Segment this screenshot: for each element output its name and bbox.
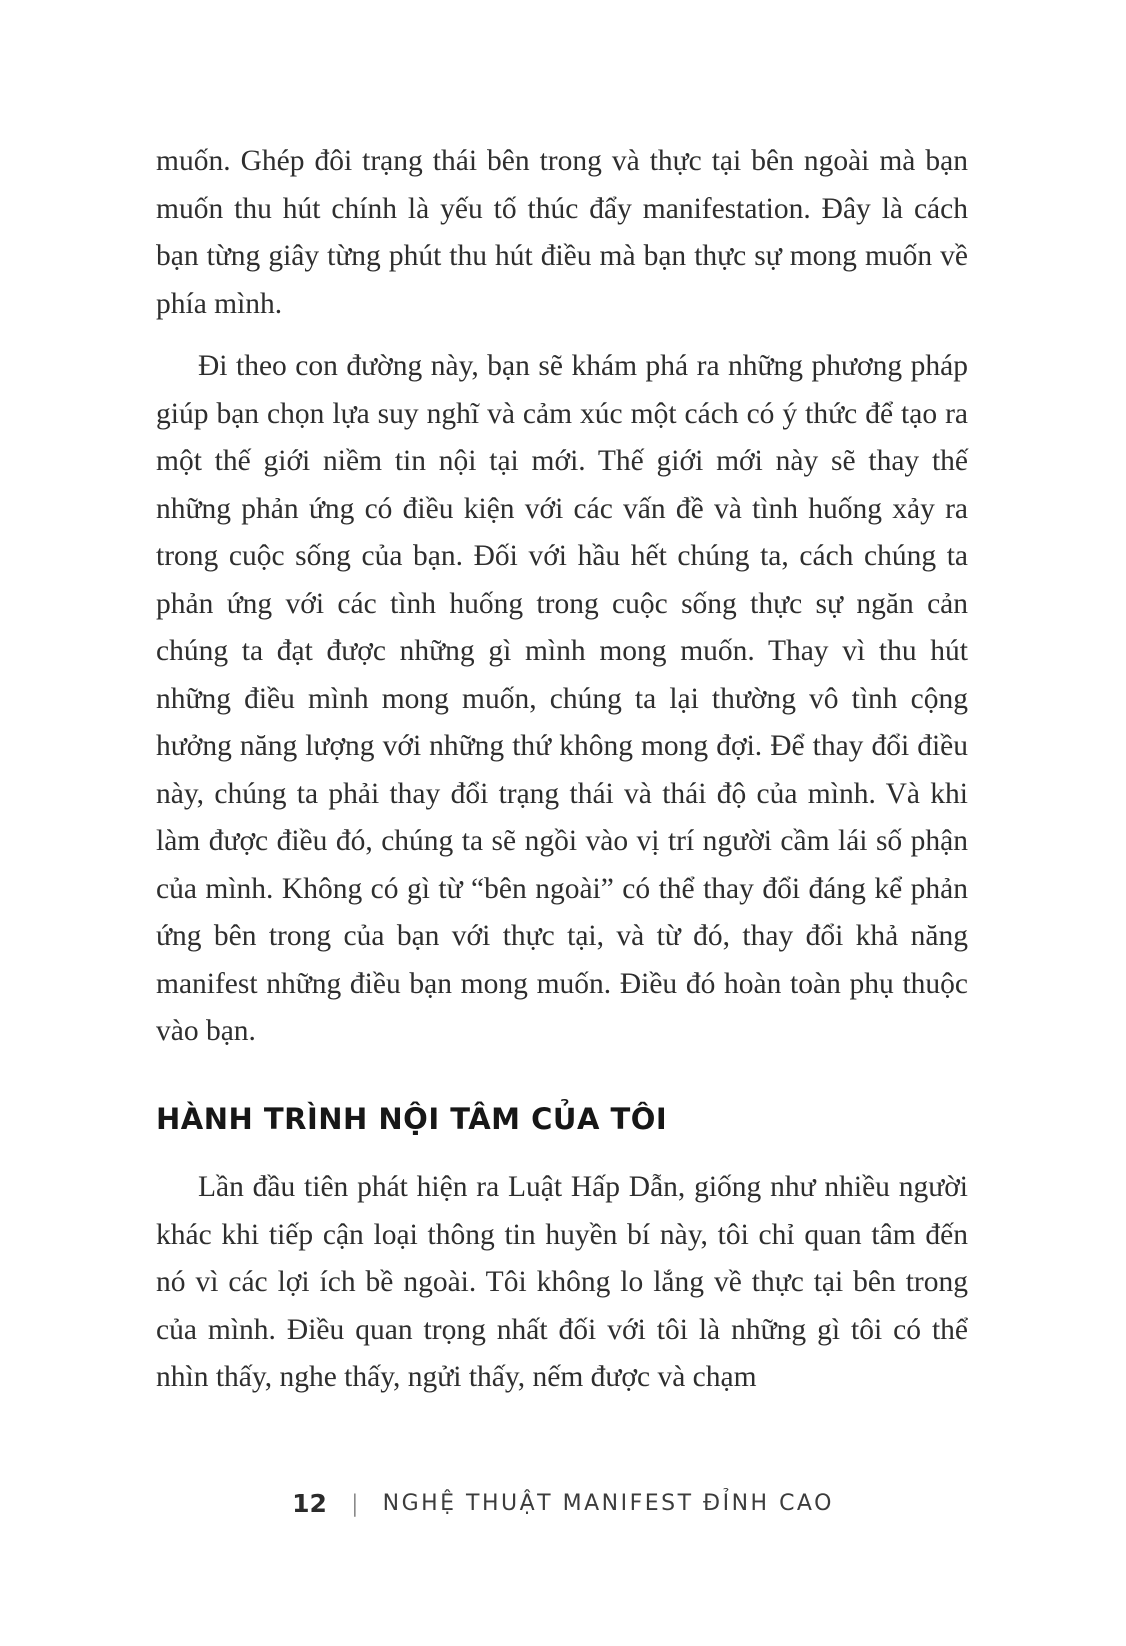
book-title: NGHỆ THUẬT MANIFEST ĐỈNH CAO xyxy=(382,1491,834,1516)
paragraph-continuation: muốn. Ghép đôi trạng thái bên trong và thực tại bên ngoài mà bạn muốn thu hút chính là yếu tố thúc đẩy manifestation. Đây là cách bạn từng giây từng phút thu hút điều mà bạn thực sự mong muốn về phía mình. xyxy=(156,145,968,320)
paragraph: Đi theo con đường này, bạn sẽ khám phá ra những phương pháp giúp bạn chọn lựa suy nghĩ và cảm xúc một cách có ý thức để tạo ra một thế giới niềm tin nội tại mới. Thế giới mới này sẽ thay thế những phản ứng có điều kiện với các vấn đề và tình huống xảy ra trong cuộc sống của bạn. Đối với hầu hết chúng ta, cách chúng ta phản ứng với các tình huống trong cuộc sống thực sự ngăn cản chúng ta đạt được những gì mình mong muốn. Thay vì thu hút những điều mình mong muốn, chúng ta lại thường vô tình cộng hưởng năng lượng với những thứ không mong đợi. Để thay đổi điều này, chúng ta phải thay đổi trạng thái và thái độ của mình. Và khi làm được điều đó, chúng ta sẽ ngồi vào vị trí người cầm lái số phận của mình. Không có gì từ “bên ngoài” có thể thay đổi đáng kể phản ứng bên trong của bạn với thực tại, và từ đó, thay đổi khả năng manifest những điều bạn mong muốn. Điều đó hoàn toàn phụ thuộc vào bạn. xyxy=(156,350,968,1047)
footer-separator: | xyxy=(352,1490,357,1517)
page-number: 12 xyxy=(292,1489,327,1518)
page-footer xyxy=(0,1489,1126,1518)
paragraph: Lần đầu tiên phát hiện ra Luật Hấp Dẫn, giống như nhiều người khác khi tiếp cận loại thông tin huyền bí này, tôi chỉ quan tâm đến nó vì các lợi ích bề ngoài. Tôi không lo lắng về thực tại bên trong của mình. Điều quan trọng nhất đối với tôi là những gì tôi có thể nhìn thấy, nghe thấy, ngửi thấy, nếm được và chạm xyxy=(156,1171,968,1394)
page-content xyxy=(156,138,968,1402)
section-heading: HÀNH TRÌNH NỘI TÂM CỦA TÔI xyxy=(156,1101,668,1136)
